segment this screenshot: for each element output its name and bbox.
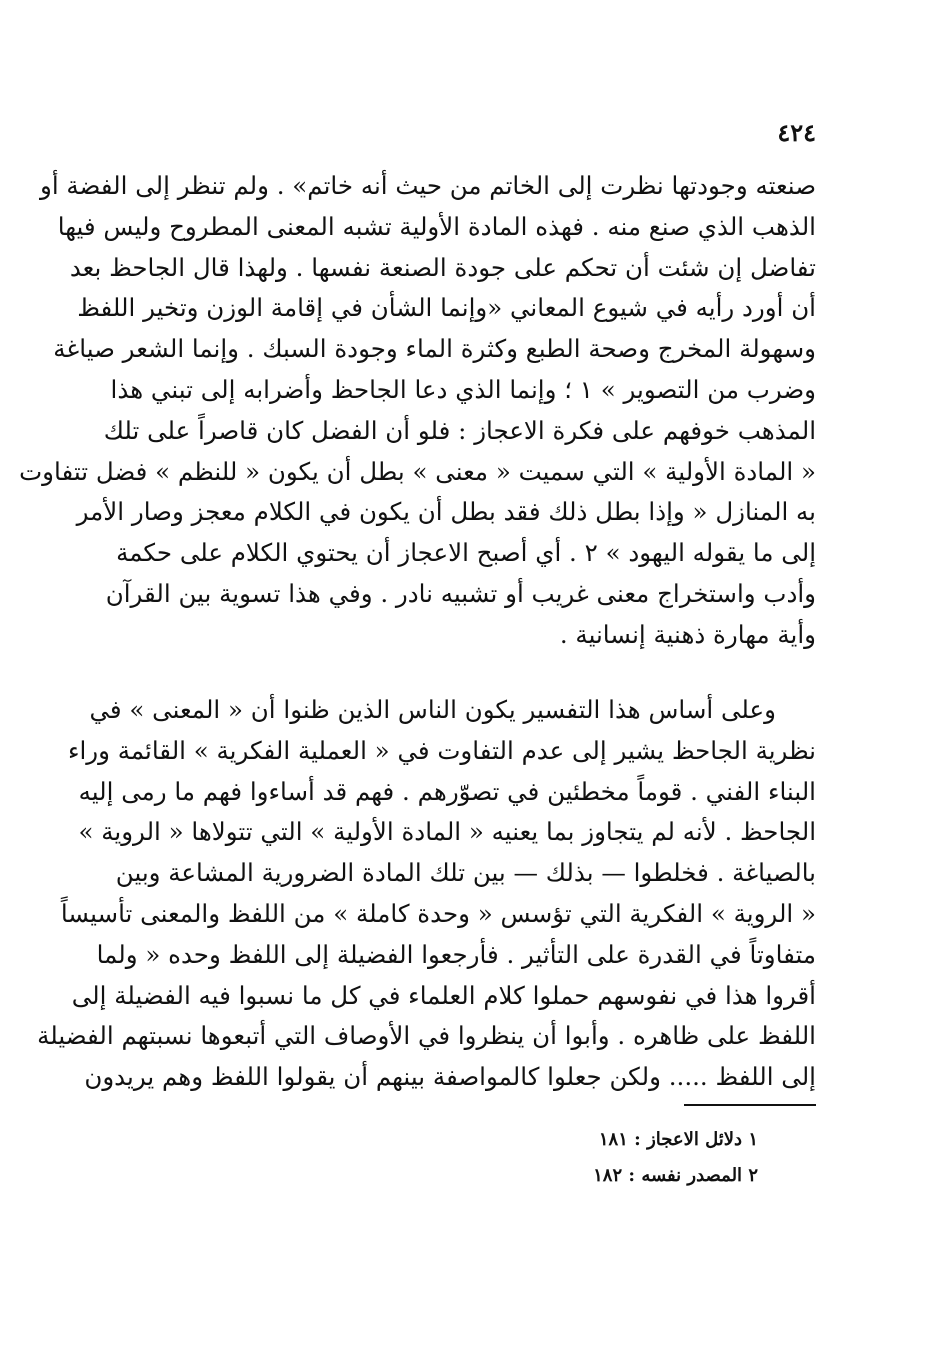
paragraph-2 (37, 690, 816, 1098)
footnote-1: ١ دلائل الاعجاز : ١٨١ (598, 1129, 758, 1150)
text-line: الذهب الذي صنع منه . فهذه المادة الأولية تشبه المعنى المطروح وليس فيها (57, 211, 816, 241)
text-line: وأية مهارة ذهنية إنسانية . (559, 619, 816, 649)
text-line: « الروية » الفكرية التي تؤسس « وحدة كاملة » من اللفظ والمعنى تأسيساً (60, 898, 816, 928)
text-line: بالصياغة . فخلطوا — بذلك — بين تلك المادة الضرورية المشاعة وبين (115, 858, 816, 888)
footnotes (593, 1122, 758, 1194)
text-line: إلى اللفظ ..... ولكن جعلوا كالمواصفة بينهم أن يقولوا اللفظ وهم يريدون (84, 1062, 816, 1092)
text-line: متفاوتاً في القدرة على التأثير . فأرجعوا الفضيلة إلى اللفظ وحده « ولما (96, 939, 816, 969)
text-line: البناء الفني . قوماً مخطئين في تصوّرهم . فهم قد أساءوا فهم ما رمى إليه (78, 776, 816, 806)
text-line: نظرية الجاحظ يشير إلى عدم التفاوت في « العملية الفكرية » القائمة وراء (67, 735, 816, 765)
footnote-2: ٢ المصدر نفسه : ١٨٢ (593, 1165, 758, 1186)
page-number: ٤٢٤ (777, 118, 816, 147)
footnote-separator (684, 1104, 816, 1106)
text-line: صنعته وجودتها نظرت إلى الخاتم من حيث أنه خاتم» . ولم تنظر إلى الفضة أو (39, 171, 816, 200)
text-line: وضرب من التصوير » ١ ؛ وإنما الذي دعا الجاحظ وأضرابه إلى تبني هذا (110, 374, 816, 404)
text-line: إلى ما يقوله اليهود » ٢ . أي أصبح الاعجاز أن يحتوي الكلام على حكمة (116, 538, 816, 568)
text-line: أن أورد رأيه في شيوع المعاني «وإنما الشأن في إقامة الوزن وتخير اللفظ (77, 293, 816, 323)
text-line: وسهولة المخرج وصحة الطبع وكثرة الماء وجودة السبك . وإنما الشعر صياغة (53, 334, 816, 364)
text-line: اللفظ على ظاهره . وأبوا أن ينظروا في الأوصاف التي أتبعوها نسبتهم الفضيلة (37, 1021, 816, 1051)
text-line: أقروا هذا في نفوسهم حملوا كلام العلماء في كل ما نسبوا فيه الفضيلة إلى (71, 980, 816, 1010)
text-line: المذهب خوفهم على فكرة الاعجاز : فلو أن الفضل كان قاصراً على تلك (103, 415, 816, 445)
text-line: به المنازل « وإذا بطل ذلك فقد بطل أن يكون في الكلام معجز وصار الأمر (76, 497, 816, 527)
text-line: « المادة الأولية » التي سميت « معنى » بطل أن يكون « للنظم » فضل تتفاوت (19, 456, 816, 486)
text-line: الجاحظ . لأنه لم يتجاوز بما يعنيه « المادة الأولية » التي تتولاها « الروية » (78, 817, 816, 847)
paragraph-1 (19, 166, 816, 656)
text-line: وعلى أساس هذا التفسير يكون الناس الذين ظنوا أن « المعنى » في (89, 695, 776, 724)
text-line: تفاضل إن شئت أن تحكم على جودة الصنعة نفسها . ولهذا قال الجاحظ بعد (69, 252, 816, 282)
text-line: وأدب واستخراج معنى غريب أو تشبيه نادر . وفي هذا تسوية بين القرآن (105, 578, 816, 608)
